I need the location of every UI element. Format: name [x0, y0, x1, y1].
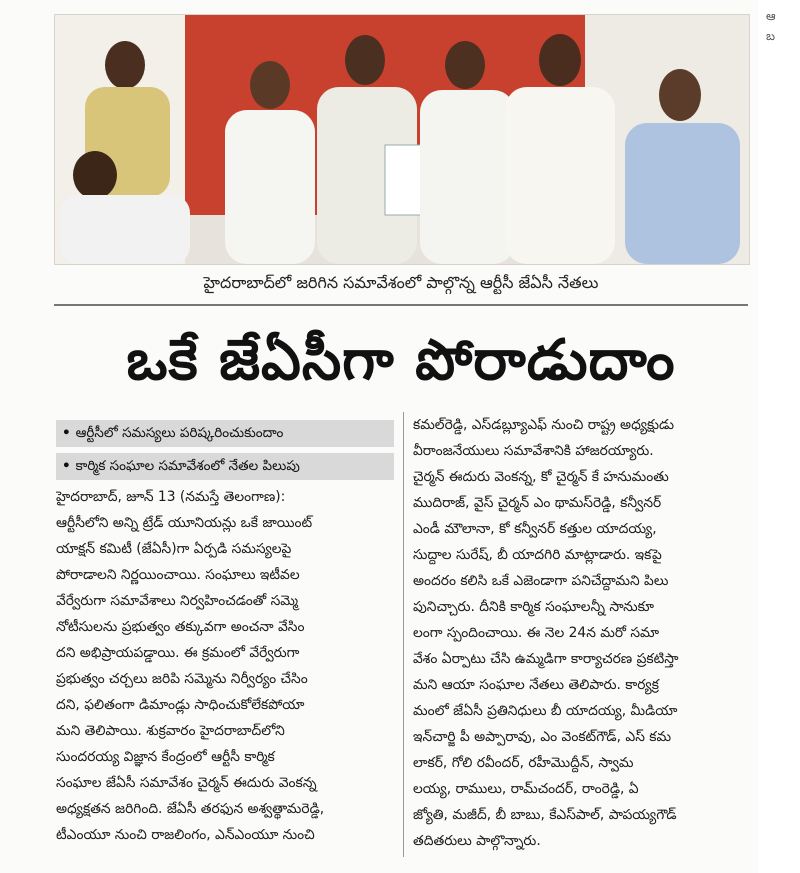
article-line: సుందరయ్య విజ్ఞాన కేంద్రంలో ఆర్టీసీ కార్మిక — [56, 749, 275, 765]
article-line: ఎండీ మౌలానా, కో కన్వీనర్‌ కత్తుల యాదయ్య, — [413, 521, 657, 537]
article-line: మని ఆయా సంఘాల నేతలు తెలిపారు. కార్యక్ర — [413, 677, 659, 693]
fragment-text: బ — [766, 29, 776, 43]
article-line: దని, ఫలితంగా డిమాండ్లు సాధించుకోలేకపోయా — [56, 697, 305, 713]
caption-rule — [54, 304, 748, 306]
highlight-bullets — [56, 420, 394, 486]
article-line: లంగా స్పందించాయి. ఈ నెల 24న మరో సమా — [413, 625, 660, 641]
news-photo — [54, 14, 750, 265]
article-line: యాక్షన్‌ కమిటీ (జేఏసీ)గా ఏర్పడి సమస్యలపై — [56, 541, 292, 557]
article-line: చైర్మన్‌ ఈదురు వెంకన్న, కో చైర్మన్‌ కే హనుమంతు — [413, 469, 669, 485]
article-line: వేర్వేరుగా సమావేశాలు నిర్వహించడంతో సమ్మె — [56, 593, 299, 609]
article-line: కమల్‌రెడ్డి, ఎస్‌డబ్ల్యూఎఫ్‌ నుంచి రాష్ట్ర అధ్యక్షుడు — [413, 417, 675, 433]
article-line: తదితరులు పాల్గొన్నారు. — [413, 833, 541, 849]
article-line: ప్రభుత్వం చర్చలు జరిపి సమ్మెను నిర్వీర్యం చేసిం — [56, 671, 308, 687]
headline: ఒకే జేఏసీగా పోరాడుదాం — [126, 328, 676, 393]
article-line: సంఘాల జేఏసీ సమావేశం చైర్మన్‌ ఈదురు వెంకన్న — [56, 775, 317, 791]
article-line: సుద్దాల సురేష్‌, బీ యాదగిరి మాట్లాడారు. ఇకపై — [413, 547, 662, 563]
article-line: వీరాంజనేయులు సమావేశానికి హాజరయ్యారు. — [413, 443, 654, 459]
article-line: పోరాడాలని నిర్ణయించాయి. సంఘాలు ఇటీవల — [56, 567, 300, 583]
bullet-dot-icon: • — [62, 425, 71, 441]
article-line: దని అభిప్రాయపడ్డాయి. ఈ క్రమంలో వేర్వేరుగా — [56, 645, 300, 661]
article-line: టీఎంయూ నుంచి రాజలింగం, ఎన్‌ఎంయూ నుంచి — [56, 827, 315, 843]
article-line: అందరం కలిసి ఒకే ఎజెండాగా పనిచేద్దామని పిలు — [413, 573, 669, 589]
article-column-right — [413, 412, 751, 854]
highlight-bullet: • కార్మిక సంఘాల సమావేశంలో నేతల పిలుపు — [56, 453, 394, 480]
highlight-bullet: • ఆర్టీసీలో సమస్యలు పరిష్కరించుకుందాం — [56, 420, 394, 447]
article-line: జ్యోతి, మజీద్‌, బీ బాబు, కేఎస్‌పాల్‌, పాపయ్యగౌడ్‌ — [413, 807, 677, 823]
article-line: వేశం ఏర్పాటు చేసి ఉమ్మడిగా కార్యాచరణ ప్రకటిస్తా — [413, 651, 679, 667]
article-column-left — [56, 484, 396, 848]
article-line: మంలో జేఏసీ ప్రతినిధులు బీ యాదయ్య, మీడియా — [413, 703, 678, 719]
adjacent-article-fragment — [766, 6, 800, 46]
article-line: ఇన్‌చార్జి పీ అప్పారావు, ఎం వెంకట్‌గౌడ్‌, ఎస్‌ కమ — [413, 729, 672, 745]
photo-caption: హైదరాబాద్‌లో జరిగిన సమావేశంలో పాల్గొన్న ఆర్టీసీ జేఏసీ నేతలు — [203, 273, 599, 292]
article-line: లాకర్‌, గోలి రవీందర్‌, రహీమొద్దీన్‌, స్వామ — [413, 755, 634, 771]
article-line: మని తెలిపాయి. శుక్రవారం హైదరాబాద్‌లోని — [56, 723, 285, 739]
article-line: హైదరాబాద్‌, జూన్‌ 13 (నమస్తే తెలంగాణ): — [56, 489, 286, 505]
column-divider — [403, 412, 404, 857]
article-line: అధ్యక్షతన జరిగింది. జేఏసీ తరఫున అశ్వత్థామరెడ్డి, — [56, 801, 325, 817]
article-line: లయ్య, రాములు, రామ్‌చందర్‌, రాంరెడ్డి, ఏ — [413, 781, 639, 797]
press-photo-illustration — [55, 15, 749, 264]
article-line: పునిచ్చారు. దీనికి కార్మిక సంఘాలన్నీ సానుకూ — [413, 599, 655, 615]
article-line: ముదిరాజ్‌, వైస్‌ చైర్మన్‌ ఎం థామస్‌రెడ్డి, కన్వీనర్‌ — [413, 495, 662, 511]
bullet-dot-icon: • — [62, 458, 71, 474]
article-line: నోటీసులను ప్రభుత్వం తక్కువగా అంచనా వేసిం — [56, 619, 305, 635]
fragment-text: ఆ — [766, 9, 776, 23]
article-line: ఆర్టీసీలోని అన్ని ట్రేడ్‌ యూనియన్లు ఒకే జాయింట్‌ — [56, 515, 313, 531]
